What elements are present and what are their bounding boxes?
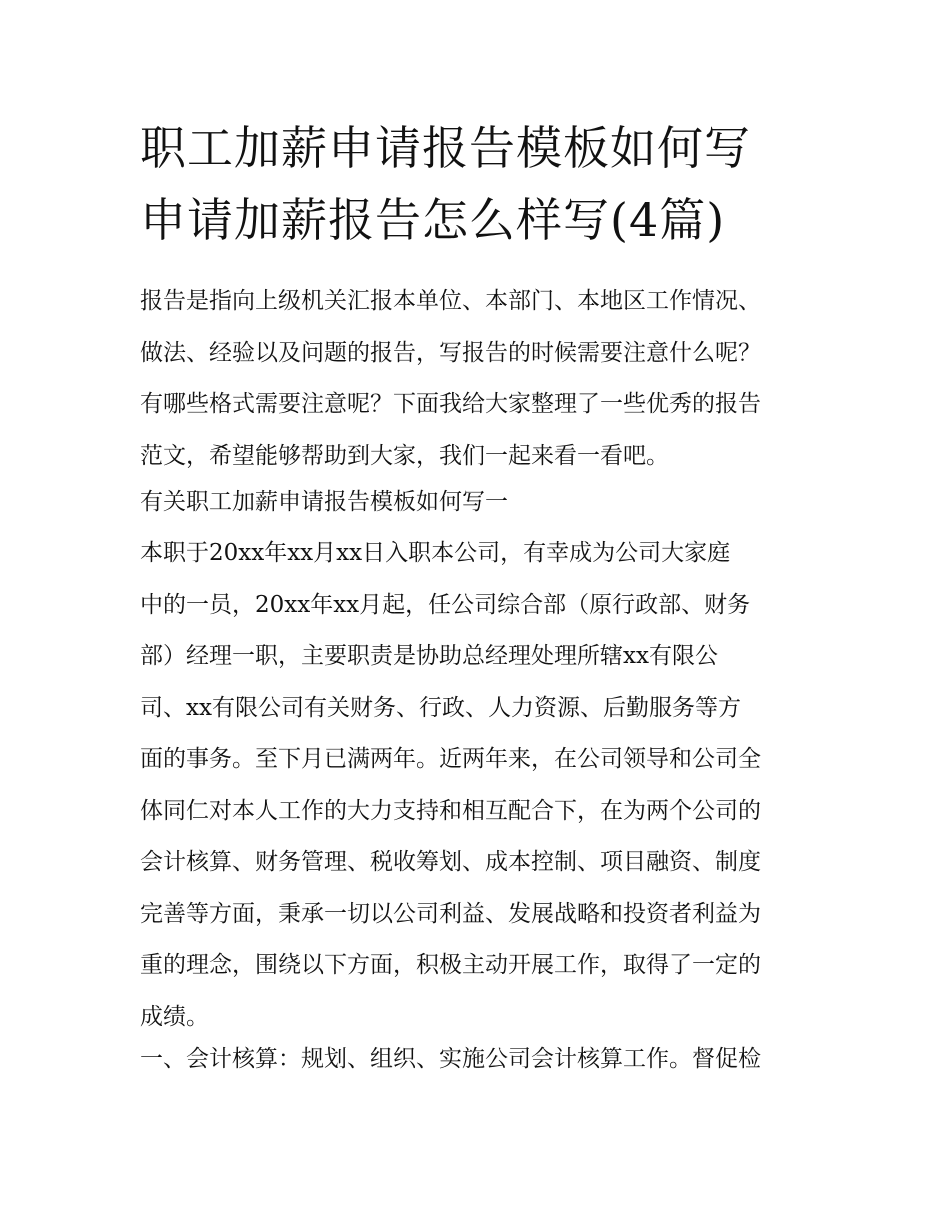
- text-line: 面的事务。至下月已满两年。近两年来，在公司领导和公司全: [140, 746, 761, 772]
- text-line: 完善等方面，秉承一切以公司利益、发展战略和投资者利益为: [140, 900, 761, 927]
- text-line: 中的一员，20xx年xx月起，任公司综合部（原行政部、财务: [140, 591, 751, 618]
- title-line: 职工加薪申请报告模板如何写: [140, 121, 751, 175]
- text-line: 做法、经验以及问题的报告，写报告的时候需要注意什么呢？: [140, 339, 761, 366]
- section-heading: 有关职工加薪申请报告模板如何写一: [140, 489, 508, 515]
- body-paragraph: [140, 1034, 812, 1086]
- title-line: 申请加薪报告怎么样写(4篇): [140, 193, 726, 247]
- text-line: 成绩。: [140, 1003, 209, 1030]
- text-line: 司、xx有限公司有关财务、行政、人力资源、后勤服务等方: [140, 694, 741, 721]
- text-line: 部）经理一职，主要职责是协助总经理处理所辖xx有限公: [140, 643, 718, 669]
- text-line: 本职于20xx年xx月xx日入职本公司，有幸成为公司大家庭: [140, 540, 731, 566]
- text-line: 体同仁对本人工作的大力支持和相互配合下，在为两个公司的: [140, 797, 761, 824]
- text-line: 一、会计核算：规划、组织、实施公司会计核算工作。督促检: [140, 1046, 761, 1072]
- text-line: 会计核算、财务管理、税收筹划、成本控制、项目融资、制度: [140, 849, 761, 875]
- text-line: 报告是指向上级机关汇报本单位、本部门、本地区工作情况、: [140, 288, 761, 314]
- body-paragraph: [140, 528, 812, 1043]
- intro-paragraph: [140, 276, 812, 482]
- document-title: [140, 112, 751, 256]
- text-line: 范文，希望能够帮助到大家，我们一起来看一看吧。: [140, 442, 669, 469]
- text-line: 重的理念，围绕以下方面，积极主动开展工作，取得了一定的: [140, 952, 761, 978]
- text-line: 有哪些格式需要注意呢？下面我给大家整理了一些优秀的报告: [140, 391, 761, 417]
